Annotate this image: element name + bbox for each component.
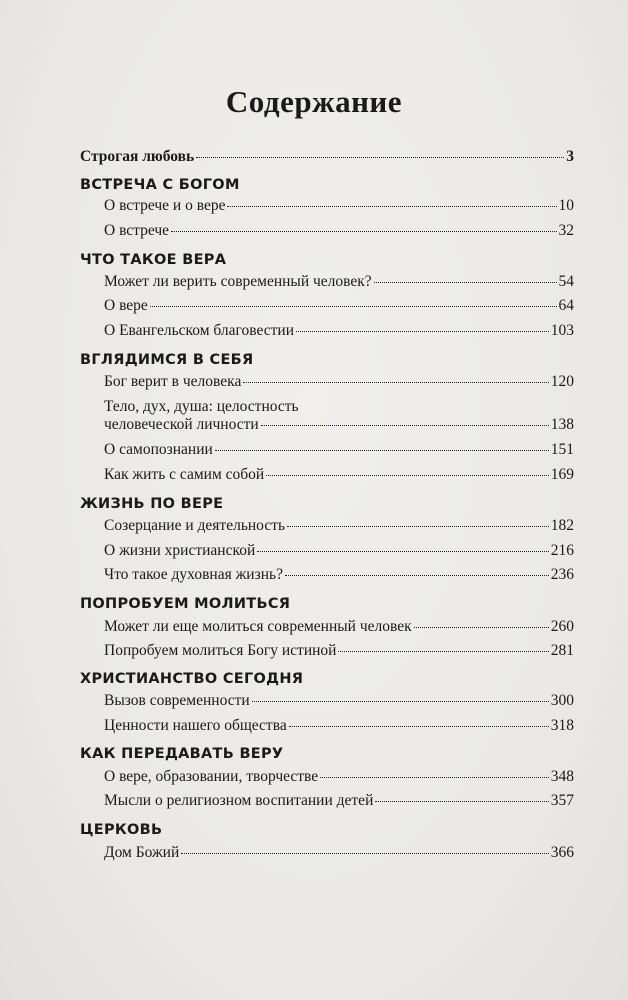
toc-entry-title: О вере (104, 297, 148, 314)
toc-entry-title: О самопознании (104, 441, 213, 458)
toc-entry-title: Бог верит в человека (104, 373, 242, 390)
toc-entry-title: Строгая любовь (80, 148, 195, 165)
toc-entry-page: 300 (550, 692, 574, 709)
toc-entry-title: О встрече (104, 222, 170, 239)
toc-entry-page: 357 (550, 792, 574, 809)
toc-entry-page: 103 (550, 322, 574, 339)
toc-entry (104, 517, 574, 541)
toc-entry-page: 10 (558, 197, 574, 214)
dot-leader (375, 800, 548, 802)
toc-entry-page: 216 (550, 542, 574, 559)
section-heading: ВГЛЯДИМСЯ В СЕБЯ (80, 352, 254, 368)
dot-leader (414, 626, 549, 628)
dot-leader (150, 305, 557, 307)
dot-leader (243, 381, 548, 383)
toc-entry-title: Может ли еще молиться современный человек (104, 618, 412, 635)
toc-entry-title: О вере, образовании, творчестве (104, 768, 319, 785)
section-heading: ЧТО ТАКОЕ ВЕРА (80, 252, 227, 268)
section-heading: ХРИСТИАНСТВО СЕГОДНЯ (80, 671, 304, 687)
toc-entry-title: Мысли о религиозном воспитании детей (104, 792, 374, 809)
dot-leader (287, 525, 549, 527)
toc-entry-page: 32 (558, 222, 574, 239)
section-heading: ПОПРОБУЕМ МОЛИТЬСЯ (80, 596, 291, 612)
toc-entry-title: О встрече и о вере (104, 197, 226, 214)
toc-entry (104, 222, 574, 246)
dot-leader (285, 574, 549, 576)
toc-entry (104, 197, 574, 221)
toc-entry (104, 844, 574, 868)
dot-leader (338, 650, 548, 652)
toc-entry-title: Дом Божий (104, 844, 180, 861)
toc-entry (104, 717, 574, 741)
toc-entry (104, 273, 574, 297)
section-heading: КАК ПЕРЕДАВАТЬ ВЕРУ (80, 746, 284, 762)
toc-entry-page: 348 (550, 768, 574, 785)
toc-entry-intro (80, 148, 574, 172)
toc-entry-title: О Евангельском благовестии (104, 322, 294, 339)
dot-leader (215, 449, 549, 451)
dot-leader (252, 700, 549, 702)
section-heading: ВСТРЕЧА С БОГОМ (80, 177, 240, 193)
toc-entry (104, 416, 574, 440)
toc-entry-page: 236 (550, 566, 574, 583)
dot-leader (196, 156, 564, 158)
toc-entry-title: Что такое духовная жизнь? (104, 566, 283, 583)
toc-entry-title: Ценности нашего общества (104, 717, 287, 734)
toc-entry-page: 260 (550, 618, 574, 635)
dot-leader (296, 330, 549, 332)
toc-entry (104, 566, 574, 590)
dot-leader (261, 424, 549, 426)
toc-entry (104, 792, 574, 816)
toc-entry-page: 169 (550, 466, 574, 483)
toc-entry-title: Как жить с самим собой (104, 466, 265, 483)
toc-entry-page: 3 (566, 148, 574, 165)
toc-entry-page: 64 (558, 297, 574, 314)
toc-entry-page: 182 (550, 517, 574, 534)
toc-entry (104, 618, 574, 642)
dot-leader (181, 852, 548, 854)
toc-entry (104, 441, 574, 465)
toc-entry (104, 373, 574, 397)
toc-entry-page: 366 (550, 844, 574, 861)
dot-leader (227, 205, 556, 207)
toc-entry-title: Созерцание и деятельность (104, 517, 286, 534)
toc-entry-title: Может ли верить современный человек? (104, 273, 372, 290)
toc-entry (104, 297, 574, 321)
toc-entry (104, 542, 574, 566)
toc-entry-page: 151 (550, 441, 574, 458)
toc-entry-title: человеческой личности (104, 416, 259, 433)
toc-entry-title: Попробуем молиться Богу истиной (104, 642, 337, 659)
toc-entry (104, 692, 574, 716)
dot-leader (266, 474, 549, 476)
toc-entry-title-line1: Тело, дух, душа: целостность (104, 398, 299, 415)
dot-leader (320, 776, 549, 778)
dot-leader (374, 281, 557, 283)
section-heading: ЦЕРКОВЬ (80, 822, 163, 838)
dot-leader (289, 725, 549, 727)
toc-entry-page: 281 (550, 642, 574, 659)
toc-entry (104, 642, 574, 666)
section-heading: ЖИЗНЬ ПО ВЕРЕ (80, 496, 224, 512)
toc-entry-page: 138 (550, 416, 574, 433)
dot-leader (257, 550, 549, 552)
toc-entry (104, 466, 574, 490)
toc-entry-title: Вызов современности (104, 692, 250, 709)
toc-entry-page: 54 (558, 273, 574, 290)
toc-entry-title: О жизни христианской (104, 542, 256, 559)
dot-leader (171, 230, 556, 232)
toc-entry-page: 318 (550, 717, 574, 734)
toc-entry (104, 322, 574, 346)
toc-entry (104, 768, 574, 792)
page-title: Содержание (225, 84, 403, 119)
toc-entry-page: 120 (550, 373, 574, 390)
